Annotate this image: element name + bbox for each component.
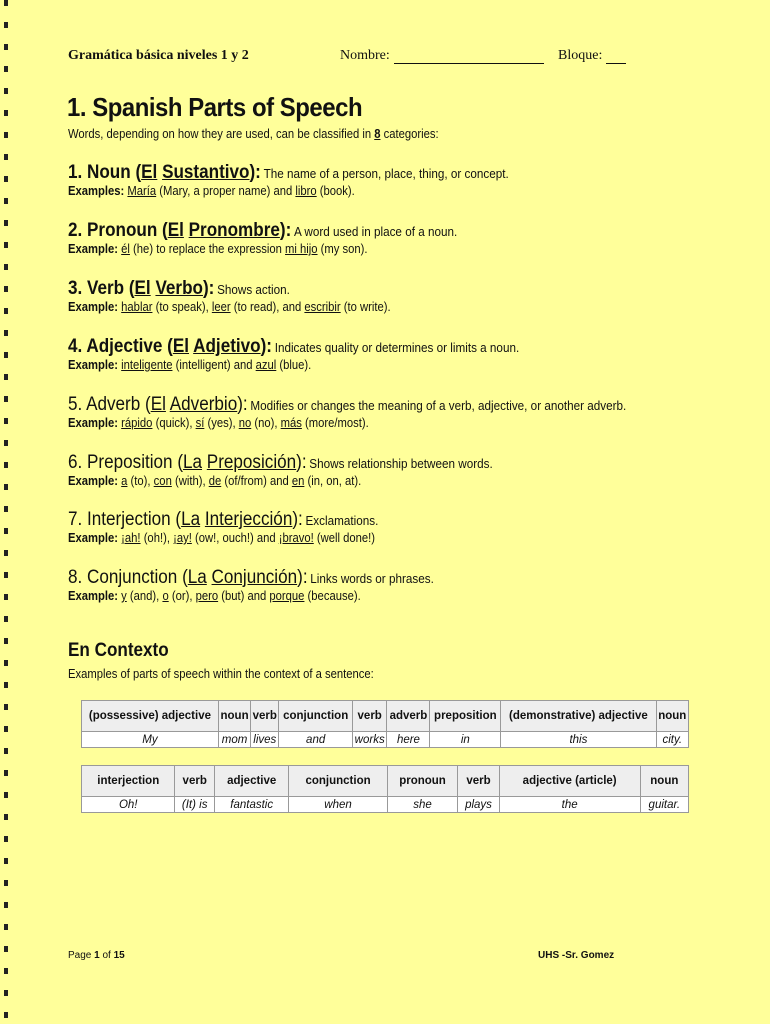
part-close: ):	[279, 220, 292, 241]
context-table-1	[81, 700, 689, 748]
example-word: porque	[269, 589, 305, 603]
table-word-cell: city.	[656, 732, 688, 748]
part-number: 4. Adjective (	[68, 336, 173, 357]
table-word-cell: Oh!	[82, 797, 175, 813]
table-header-cell: conjunction	[279, 701, 353, 732]
table-header-cell: interjection	[82, 766, 175, 797]
example-gloss: (to write).	[340, 300, 391, 314]
part-definition: The name of a person, place, thing, or concept.	[263, 166, 509, 181]
table-header-cell: adjective (article)	[499, 766, 640, 797]
table-word-cell: lives	[251, 732, 279, 748]
part-title	[68, 509, 303, 530]
spanish-term: Preposición	[206, 452, 297, 473]
table-word-cell: here	[387, 732, 430, 748]
block-label: Bloque:	[558, 48, 603, 63]
example-gloss: (ow!, ouch!) and	[191, 531, 279, 545]
part-title	[68, 220, 291, 241]
part-close: ):	[297, 567, 308, 588]
spanish-article: El	[141, 162, 158, 183]
spanish-article: El	[134, 278, 151, 299]
part-title	[68, 162, 261, 183]
example-word: rápido	[121, 416, 153, 430]
part-title-line	[68, 394, 626, 416]
table-word-cell: in	[430, 732, 501, 748]
example-label: Example:	[68, 531, 119, 545]
table-header-cell: (possessive) adjective	[82, 701, 219, 732]
name-label: Nombre:	[340, 48, 390, 63]
spanish-article: La	[187, 567, 207, 588]
example-gloss: (Mary, a proper name) and	[156, 184, 296, 198]
table-header-cell: (demonstrative) adjective	[501, 701, 656, 732]
part-title-line	[68, 567, 434, 589]
example-label: Example:	[68, 300, 119, 314]
example-label: Example:	[68, 358, 119, 372]
part-definition: Exclamations.	[305, 513, 379, 528]
part-close: ):	[249, 162, 261, 183]
spanish-term: Interjección	[204, 509, 293, 530]
example-word: mi hijo	[285, 242, 318, 256]
example-word: hablar	[121, 300, 153, 314]
table-word-cell: works	[352, 732, 387, 748]
part-title	[68, 394, 248, 415]
context-subtitle: Examples of parts of speech within the context of a sentence:	[68, 667, 374, 681]
example-label: Example:	[68, 474, 119, 488]
part-close: ):	[260, 336, 272, 357]
example-word: María	[127, 184, 157, 198]
spanish-article: La	[181, 509, 201, 530]
context-heading: En Contexto	[68, 640, 169, 661]
table-word-cell: guitar.	[640, 797, 688, 813]
example-gloss: (and),	[126, 589, 163, 603]
table-header-cell: preposition	[430, 701, 501, 732]
part-number: 1. Noun (	[68, 162, 142, 183]
example-gloss: (yes),	[204, 416, 239, 430]
table-word-cell: mom	[218, 732, 250, 748]
part-example	[68, 358, 311, 372]
example-word: ¡bravo!	[278, 531, 314, 545]
example-label: Example:	[68, 416, 119, 430]
example-gloss: (he) to replace the expression	[129, 242, 286, 256]
table-header-cell: conjunction	[289, 766, 387, 797]
example-word: ¡ah!	[121, 531, 141, 545]
table-header-cell: adjective	[214, 766, 289, 797]
spanish-term: Conjunción	[211, 567, 298, 588]
example-gloss: (in, on, at).	[304, 474, 362, 488]
part-definition: Links words or phrases.	[310, 571, 434, 586]
example-word: en	[291, 474, 305, 488]
table-word-cell: plays	[458, 797, 499, 813]
part-example	[68, 531, 375, 545]
block-field	[558, 48, 626, 64]
example-gloss: (or),	[168, 589, 196, 603]
table-header-cell: noun	[218, 701, 250, 732]
example-word: él	[121, 242, 130, 256]
spanish-term: Sustantivo	[162, 162, 250, 183]
part-example	[68, 589, 361, 603]
name-blank	[394, 50, 544, 64]
example-gloss: (my son).	[317, 242, 368, 256]
example-gloss: (quick),	[152, 416, 196, 430]
part-definition: Shows action.	[217, 282, 290, 297]
part-number: 5. Adverb (	[68, 394, 151, 415]
example-label: Examples:	[68, 184, 125, 198]
example-gloss: (well done!)	[313, 531, 376, 545]
spanish-term: Pronombre	[188, 220, 280, 241]
example-gloss: (with),	[171, 474, 209, 488]
binder-holes	[4, 0, 8, 1024]
table-header-cell: noun	[640, 766, 688, 797]
table-header-cell: verb	[175, 766, 214, 797]
example-word: no	[238, 416, 252, 430]
spanish-term: Adjetivo	[193, 336, 261, 357]
example-gloss: (but) and	[218, 589, 270, 603]
footer-author: UHS -Sr. Gomez	[538, 950, 615, 961]
table-header-cell: adverb	[387, 701, 430, 732]
page-number: Page 1 of 15	[68, 950, 125, 961]
part-title-line	[68, 162, 509, 184]
table-header-cell: verb	[251, 701, 279, 732]
table-word-cell: this	[501, 732, 656, 748]
example-gloss: (oh!),	[140, 531, 174, 545]
part-title-line	[68, 278, 290, 300]
table-word-cell: she	[387, 797, 458, 813]
part-definition: Shows relationship between words.	[309, 456, 493, 471]
example-word: escribir	[304, 300, 341, 314]
part-example	[68, 474, 361, 488]
spanish-term: Adverbio	[169, 394, 238, 415]
example-word: ¡ay!	[173, 531, 192, 545]
part-number: 7. Interjection (	[68, 509, 182, 530]
table-header-cell: verb	[458, 766, 499, 797]
intro-text: Words, depending on how they are used, can be classified in 8 categories:	[68, 127, 439, 141]
example-word: azul	[255, 358, 277, 372]
table-word-cell: the	[499, 797, 640, 813]
example-label: Example:	[68, 589, 119, 603]
example-label: Example:	[68, 242, 119, 256]
example-word: libro	[295, 184, 317, 198]
table-header-cell: verb	[352, 701, 387, 732]
part-definition: Modifies or changes the meaning of a verb, adjective, or another adverb.	[250, 398, 627, 413]
example-gloss: (to read), and	[230, 300, 305, 314]
part-title-line	[68, 220, 457, 242]
part-number: 2. Pronoun (	[68, 220, 168, 241]
example-gloss: (because).	[304, 589, 361, 603]
spanish-article: El	[167, 220, 184, 241]
example-gloss: (blue).	[276, 358, 312, 372]
part-title	[68, 336, 272, 357]
part-title	[68, 567, 308, 588]
page-heading: 1. Spanish Parts of Speech	[67, 92, 363, 122]
part-example	[68, 300, 391, 314]
table-word-cell: My	[82, 732, 219, 748]
example-gloss: (book).	[316, 184, 355, 198]
part-title	[68, 452, 307, 473]
example-word: con	[153, 474, 172, 488]
table-word-cell: when	[289, 797, 387, 813]
name-field	[340, 48, 544, 64]
part-number: 6. Preposition (	[68, 452, 184, 473]
part-close: ):	[237, 394, 248, 415]
part-title-line	[68, 452, 493, 474]
part-title	[68, 278, 214, 299]
spanish-article: La	[183, 452, 203, 473]
part-example	[68, 184, 355, 198]
example-gloss: (intelligent) and	[172, 358, 256, 372]
example-gloss: (to speak),	[152, 300, 212, 314]
example-gloss: (no),	[251, 416, 281, 430]
example-gloss: (of/from) and	[221, 474, 292, 488]
part-close: ):	[292, 509, 303, 530]
part-definition: A word used in place of a noun.	[293, 224, 458, 239]
spanish-article: El	[172, 336, 190, 357]
part-number: 3. Verb (	[68, 278, 135, 299]
part-title-line	[68, 336, 519, 358]
example-word: a	[121, 474, 128, 488]
example-word: inteligente	[121, 358, 173, 372]
example-word: de	[208, 474, 222, 488]
table-word-cell: fantastic	[214, 797, 289, 813]
table-header-cell: noun	[656, 701, 688, 732]
spanish-article: El	[150, 394, 166, 415]
part-example	[68, 242, 368, 256]
part-example	[68, 416, 369, 430]
spanish-term: Verbo	[155, 278, 203, 299]
block-blank	[606, 50, 626, 64]
example-gloss: (more/most).	[301, 416, 369, 430]
example-word: sí	[195, 416, 205, 430]
example-word: más	[280, 416, 302, 430]
part-number: 8. Conjunction (	[68, 567, 188, 588]
table-word-cell: and	[279, 732, 353, 748]
part-close: ):	[296, 452, 307, 473]
example-word: o	[162, 589, 169, 603]
example-word: pero	[195, 589, 219, 603]
table-header-cell: pronoun	[387, 766, 458, 797]
course-title: Gramática básica niveles 1 y 2	[68, 48, 249, 63]
context-table-2	[81, 765, 689, 813]
part-close: ):	[202, 278, 215, 299]
example-word: y	[121, 589, 127, 603]
part-title-line	[68, 509, 378, 531]
example-word: leer	[211, 300, 231, 314]
part-definition: Indicates quality or determines or limits a noun.	[274, 340, 520, 355]
table-word-cell: (It) is	[175, 797, 214, 813]
example-gloss: (to),	[127, 474, 154, 488]
